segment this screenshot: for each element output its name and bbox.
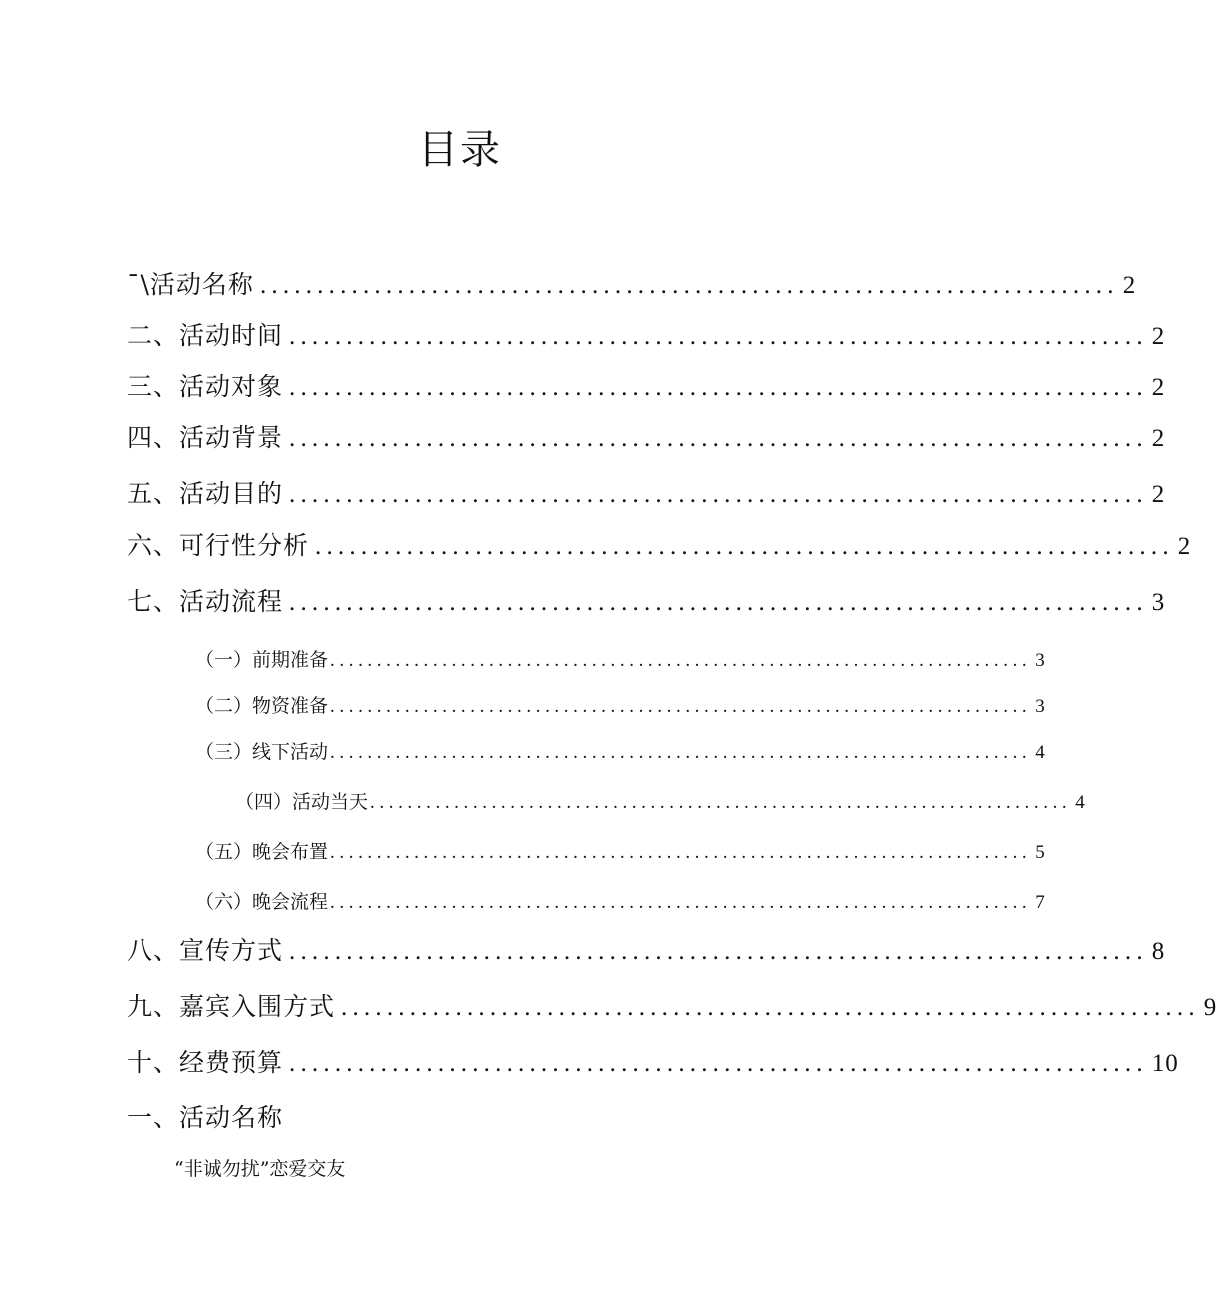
- toc-leader-dots: ...........................................................................: [289, 481, 1148, 508]
- toc-entry-page: 3: [1035, 696, 1045, 717]
- toc-entry-label: 六、可行性分析: [127, 531, 310, 560]
- toc-leader-dots: ...........................................................................: [289, 589, 1148, 616]
- toc-entry-label: 二、活动时间: [127, 321, 284, 350]
- toc-entry-label: 八、宣传方式: [127, 936, 284, 965]
- toc-entry[interactable]: [127, 1046, 1179, 1081]
- toc-leader-dots: ...........................................................................: [289, 374, 1148, 401]
- toc-leader-dots: ...........................................................................: [330, 696, 1032, 717]
- toc-subentry[interactable]: [195, 888, 1045, 917]
- toc-entry-page: 2: [1151, 374, 1166, 401]
- toc-entry-page: 5: [1035, 842, 1045, 863]
- toc-leader-dots: ...........................................................................: [315, 533, 1174, 560]
- section-body-text: “非诚勿扰”恋爱交友: [174, 1158, 346, 1180]
- toc-entry[interactable]: [127, 268, 1137, 303]
- toc-entry[interactable]: [127, 529, 1192, 564]
- toc-entry-label: 九、嘉宾入围方式: [127, 992, 336, 1021]
- toc-entry-label: （六）晚会流程: [195, 891, 329, 913]
- toc-entry-label: （一）前期准备: [195, 649, 329, 671]
- toc-entry-label: （四）活动当天: [235, 791, 369, 813]
- toc-entry-page: 4: [1075, 792, 1085, 813]
- toc-entry-page: 8: [1151, 938, 1166, 965]
- toc-entry-page: 4: [1035, 742, 1045, 763]
- section-heading: 一、活动名称: [127, 1103, 284, 1132]
- toc-entry-label: ¯\活动名称: [127, 270, 254, 299]
- toc-leader-dots: ...........................................................................: [370, 792, 1072, 813]
- toc-leader-dots: ...........................................................................: [330, 892, 1032, 913]
- toc-entry-page: 2: [1122, 272, 1137, 299]
- toc-entry-label: 七、活动流程: [127, 587, 284, 616]
- toc-entry-label: 三、活动对象: [127, 372, 284, 401]
- toc-leader-dots: ...........................................................................: [289, 938, 1148, 965]
- toc-entry[interactable]: [127, 477, 1166, 512]
- toc-entry[interactable]: [127, 421, 1166, 456]
- toc-entry-label: 五、活动目的: [127, 479, 284, 508]
- toc-leader-dots: ...........................................................................: [341, 994, 1200, 1021]
- toc-leader-dots: ...........................................................................: [289, 1050, 1148, 1077]
- toc-entry-page: 2: [1151, 481, 1166, 508]
- toc-entry[interactable]: [127, 990, 1217, 1025]
- toc-entry-page: 9: [1203, 994, 1217, 1021]
- toc-subentry[interactable]: [235, 788, 1085, 817]
- toc-entry-label: （二）物资准备: [195, 695, 329, 717]
- toc-entry-page: 3: [1151, 589, 1166, 616]
- toc-entry-page: 7: [1035, 892, 1045, 913]
- toc-subentry[interactable]: [195, 646, 1045, 675]
- toc-leader-dots: ...........................................................................: [330, 842, 1032, 863]
- toc-entry[interactable]: [127, 934, 1166, 969]
- toc-entry-page: 3: [1035, 650, 1045, 671]
- toc-entry-label: （三）线下活动: [195, 741, 329, 763]
- toc-leader-dots: ...........................................................................: [330, 650, 1032, 671]
- toc-entry-page: 2: [1151, 323, 1166, 350]
- toc-leader-dots: ...........................................................................: [259, 272, 1119, 299]
- toc-leader-dots: ...........................................................................: [289, 323, 1148, 350]
- toc-entry[interactable]: [127, 370, 1166, 405]
- toc-subentry[interactable]: [195, 838, 1045, 867]
- toc-entry[interactable]: [127, 319, 1166, 354]
- toc-entry-label: 十、经费预算: [127, 1048, 284, 1077]
- toc-entry-page: 10: [1151, 1050, 1179, 1077]
- toc-entry-page: 2: [1177, 533, 1192, 560]
- toc-entry[interactable]: [127, 585, 1166, 620]
- toc-entry-page: 2: [1151, 425, 1166, 452]
- toc-subentry[interactable]: [195, 692, 1045, 721]
- toc-entry-label: 四、活动背景: [127, 423, 284, 452]
- toc-subentry[interactable]: [195, 738, 1045, 767]
- toc-entry-label: （五）晚会布置: [195, 841, 329, 863]
- toc-leader-dots: ...........................................................................: [330, 742, 1032, 763]
- page-title: 目录: [418, 127, 502, 173]
- toc-leader-dots: ...........................................................................: [289, 425, 1148, 452]
